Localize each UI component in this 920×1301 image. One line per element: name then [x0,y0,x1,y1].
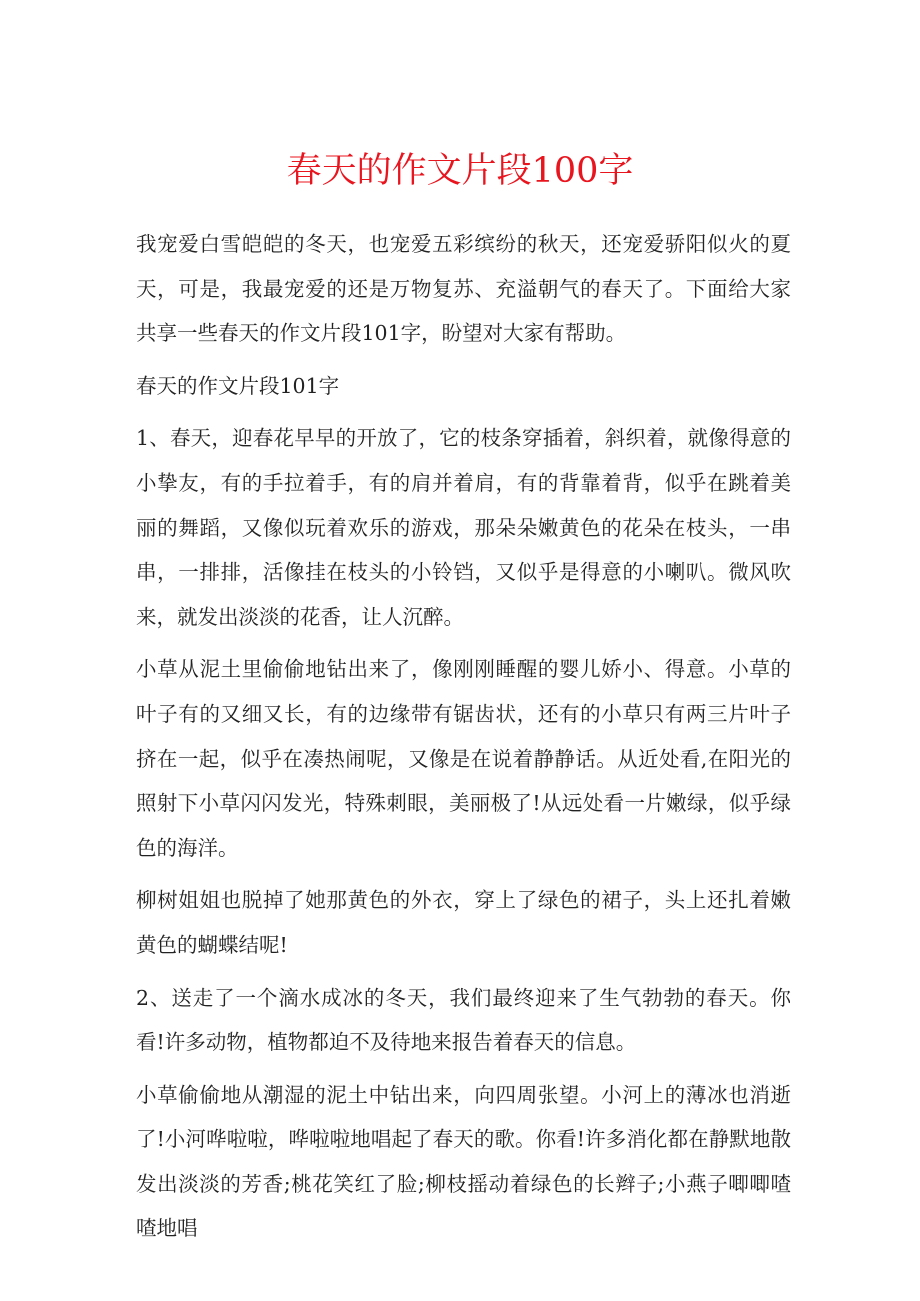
document-body [136,222,791,1259]
paragraph-river: 小草偷偷地从潮湿的泥土中钻出来，向四周张望。小河上的薄冰也消逝了!小河哗啦啦，哗啦啦地唱起了春天的歌。你看!许多消化都在静默地散发出淡淡的芳香;桃花笑红了脸;柳枝摇动着绿色的长辫子;小燕子唧唧喳喳地唱 [136,1082,791,1241]
paragraph-2: 2、送走了一个滴水成冰的冬天，我们最终迎来了生气勃勃的春天。你看!许多动物，植物都迫不及待地来报告着春天的信息。 [136,985,791,1055]
document-title: 春天的作文片段100字 [286,151,634,191]
paragraph-grass: 小草从泥土里偷偷地钻出来了，像刚刚睡醒的婴儿娇小、得意。小草的叶子有的又细又长，有的边缘带有锯齿状，还有的小草只有两三片叶子挤在一起，似乎在凑热闹呢，又像是在说着静静话。从近处看,在阳光的照射下小草闪闪发光，特殊刺眼，美丽极了!从远处看一片嫩绿，似乎绿色的海洋。 [136,657,791,860]
paragraph-intro: 我宠爱白雪皑皑的冬天，也宠爱五彩缤纷的秋天，还宠爱骄阳似火的夏天，可是，我最宠爱的还是万物复苏、充溢朝气的春天了。下面给大家共享一些春天的作文片段101字，盼望对大家有帮助。 [136,232,791,346]
paragraph-subheading: 春天的作文片段101字 [136,373,340,398]
paragraph-1: 1、春天，迎春花早早的开放了，它的枝条穿插着，斜织着，就像得意的小挚友，有的手拉着手，有的肩并着肩，有的背靠着背，似乎在跳着美丽的舞蹈，又像似玩着欢乐的游戏，那朵朵嫩黄色的花朵在枝头，一串串，一排排，活像挂在枝头的小铃铛，又似乎是得意的小喇叭。微风吹来，就发出淡淡的花香，让人沉醉。 [136,426,791,629]
paragraph-willow: 柳树姐姐也脱掉了她那黄色的外衣，穿上了绿色的裙子，头上还扎着嫩黄色的蝴蝶结呢! [136,888,791,957]
